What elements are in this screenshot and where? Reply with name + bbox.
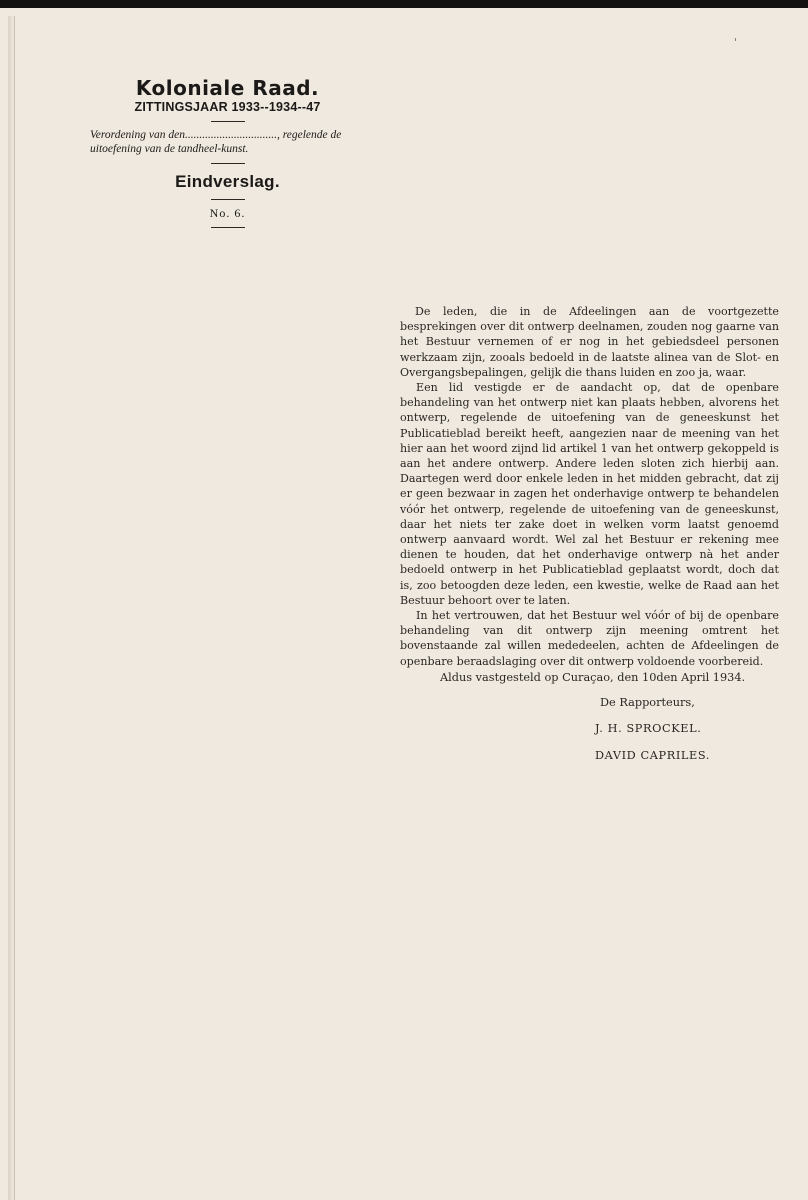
body-paragraph: De leden, die in de Afdeelingen aan de voortgezette besprekingen over dit ontwerp deelnamen, zouden nog gaarne van het Bestuur vernemen of er nog in het gebiedsdeel personen werkzaam zijn, zooals bedoeld in de laatste alinea van de Slot- en Overgangsbepalingen, gelijk die thans luiden en zoo ja, waar. <box>400 305 779 379</box>
session-year: ZITTINGSJAAR 1933--1934--47 <box>134 100 321 114</box>
date-line: Aldus vastgesteld op Curaçao, den 10den April 1934. <box>440 671 746 684</box>
report-body <box>400 304 779 669</box>
report-divider <box>211 199 245 200</box>
header-divider <box>211 121 245 122</box>
report-type: Eindverslag. <box>175 172 280 191</box>
rapporteurs-label: De Rapporteurs, <box>600 696 695 709</box>
document-header <box>90 68 365 228</box>
report-number: No. 6. <box>209 206 246 220</box>
rapporteur-name: J. H. SPROCKEL. <box>595 722 702 735</box>
subject-divider <box>211 163 245 164</box>
body-paragraph: Een lid vestigde er de aandacht op, dat de openbare behandeling van het ontwerp niet kan plaats hebben, alvorens het ontwerp, regelende de uitoefening van de geneeskunst het Publicatieblad bereikt heeft, aangezien naar de meening van het hier aan het woord zijnd lid artikel 1 van het ontwerp gekoppeld is aan het andere ontwerp. Andere leden sloten zich hierbij aan. Daartegen werd door enkele leden in het midden gebracht, dat zij er geen bezwaar in zagen het onderhavige ontwerp te behandelen vóór het ontwerp, regelende de uitoefening van de geneeskunst, daar het niets ter zake doet in welken vorm laatst genoemd ontwerp aanvaard wordt. Wel zal het Bestuur er rekening mee dienen te houden, dat het onderhavige ontwerp nà het ander bedoeld ontwerp in het Publicatieblad geplaatst wordt, doch dat is, zoo betoogden deze leden, een kwestie, welke de Raad aan het Bestuur behoort over te laten. <box>400 381 779 607</box>
ordinance-subject: Verordening van den................................, regelende de uitoefening van de tandheel-kunst. <box>90 129 342 155</box>
scan-top-border <box>0 0 808 8</box>
rapporteur-name: DAVID CAPRILES. <box>595 749 710 762</box>
body-paragraph: In het vertrouwen, dat het Bestuur wel vóór of bij de openbare behandeling van dit ontwerp zijn meening omtrent het bovenstaande zal willen mededeelen, achten de Afdeelingen de openbare beraadslaging over dit ontwerp voldoende voorbereid. <box>400 609 779 668</box>
number-divider <box>211 227 245 228</box>
page-fold-line <box>14 16 15 1200</box>
paper-speck <box>735 38 736 41</box>
council-title: Koloniale Raad. <box>135 76 320 100</box>
document-page <box>0 8 808 1200</box>
